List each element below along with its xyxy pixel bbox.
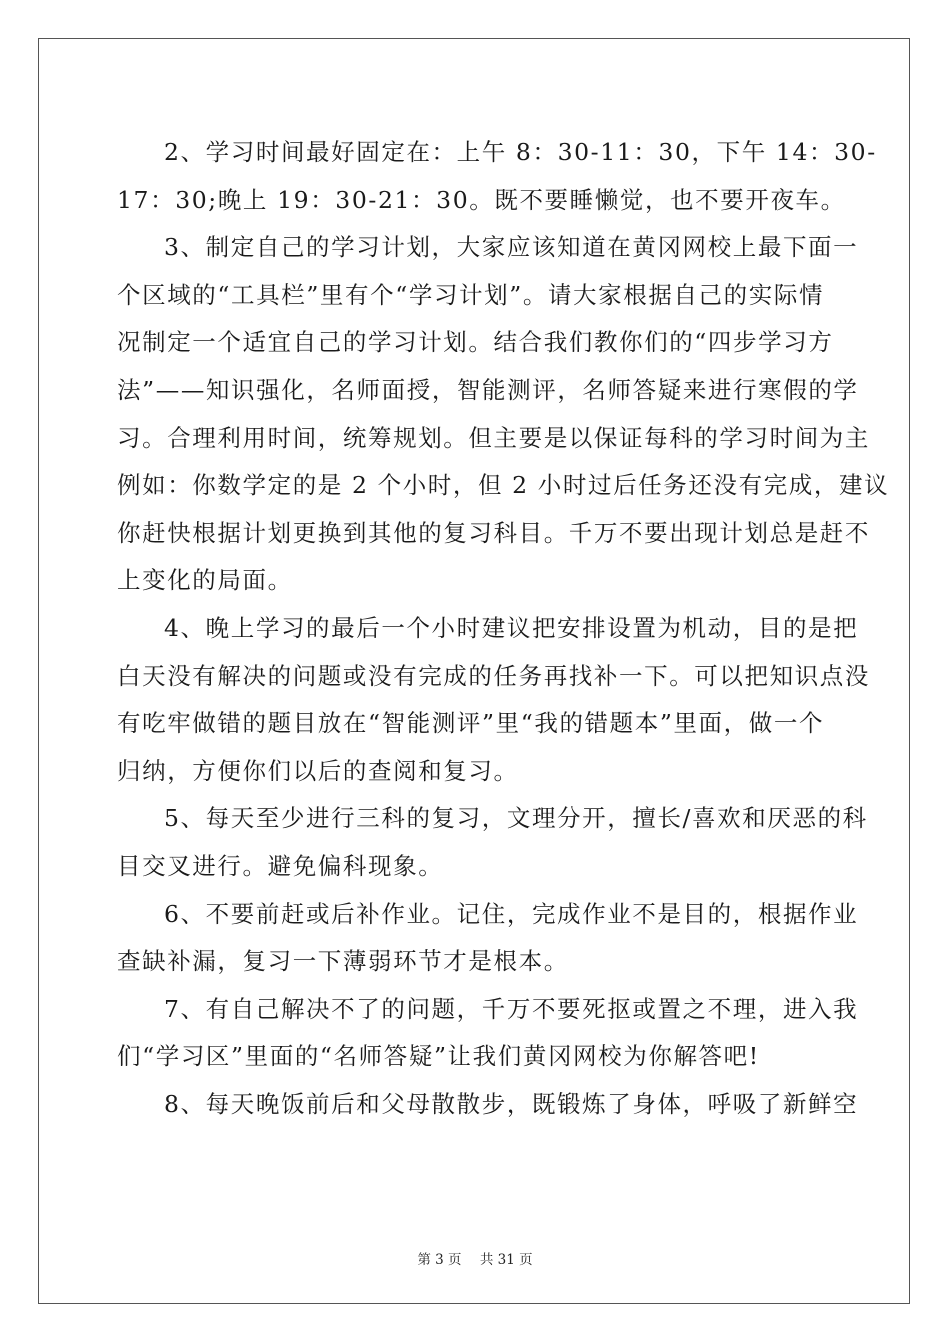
text-line: 查缺补漏，复习一下薄弱环节才是根本。 <box>117 947 569 976</box>
paragraph-5 <box>117 795 868 890</box>
page-total: 共 31 页 <box>479 1252 533 1268</box>
text-line: 例如：你数学定的是 2 个小时，但 2 小时过后任务还没有完成，建议 <box>117 471 890 500</box>
text-line: 归纳，方便你们以后的查阅和复习。 <box>117 756 519 785</box>
text-line: 个区域的“工具栏”里有个“学习计划”。请大家根据自己的实际情 <box>117 280 825 309</box>
paragraph-2 <box>117 129 877 224</box>
text-line: 3、制定自己的学习计划，大家应该知道在黄冈网校上最下面一 <box>164 233 859 262</box>
text-line: 17：30;晚上 19：30-21：30。既不要睡懒觉，也不要开夜车。 <box>117 185 846 214</box>
paragraph-3 <box>117 224 890 605</box>
text-line: 8、每天晚饭前后和父母散散步，既锻炼了身体，呼吸了新鲜空 <box>164 1089 859 1118</box>
text-line: 习。合理利用时间，统筹规划。但主要是以保证每科的学习时间为主 <box>117 423 870 452</box>
text-line: 7、有自己解决不了的问题，千万不要死抠或置之不理，进入我 <box>164 994 859 1023</box>
text-line: 上变化的局面。 <box>117 566 293 595</box>
text-line: 有吃牢做错的题目放在“智能测评”里“我的错题本”里面，做一个 <box>117 709 825 738</box>
text-line: 们“学习区”里面的“名师答疑”让我们黄冈网校为你解答吧! <box>117 1042 760 1071</box>
document-body <box>117 129 890 1128</box>
text-line: 况制定一个适宜自己的学习计划。结合我们教你们的“四步学习方 <box>117 328 834 357</box>
text-line: 你赶快根据计划更换到其他的复习科目。千万不要出现计划总是赶不 <box>117 518 870 547</box>
text-line: 白天没有解决的问题或没有完成的任务再找补一下。可以把知识点没 <box>117 661 870 690</box>
page-footer <box>0 1248 950 1268</box>
text-line: 法”——知识强化，名师面授，智能测评，名师答疑来进行寒假的学 <box>117 375 859 404</box>
text-line: 4、晚上学习的最后一个小时建议把安排设置为机动，目的是把 <box>164 613 859 642</box>
text-line: 5、每天至少进行三科的复习，文理分开，擅长/喜欢和厌恶的科 <box>164 804 868 833</box>
paragraph-6 <box>117 891 859 986</box>
page-number: 第 3 页 <box>417 1252 462 1268</box>
paragraph-8 <box>117 1081 859 1129</box>
text-line: 目交叉进行。避免偏科现象。 <box>117 851 444 880</box>
text-line: 2、学习时间最好固定在：上午 8：30-11：30，下午 14：30- <box>164 138 877 166</box>
paragraph-4 <box>117 605 870 795</box>
text-line: 6、不要前赶或后补作业。记住，完成作业不是目的，根据作业 <box>164 899 859 928</box>
paragraph-7 <box>117 986 859 1081</box>
